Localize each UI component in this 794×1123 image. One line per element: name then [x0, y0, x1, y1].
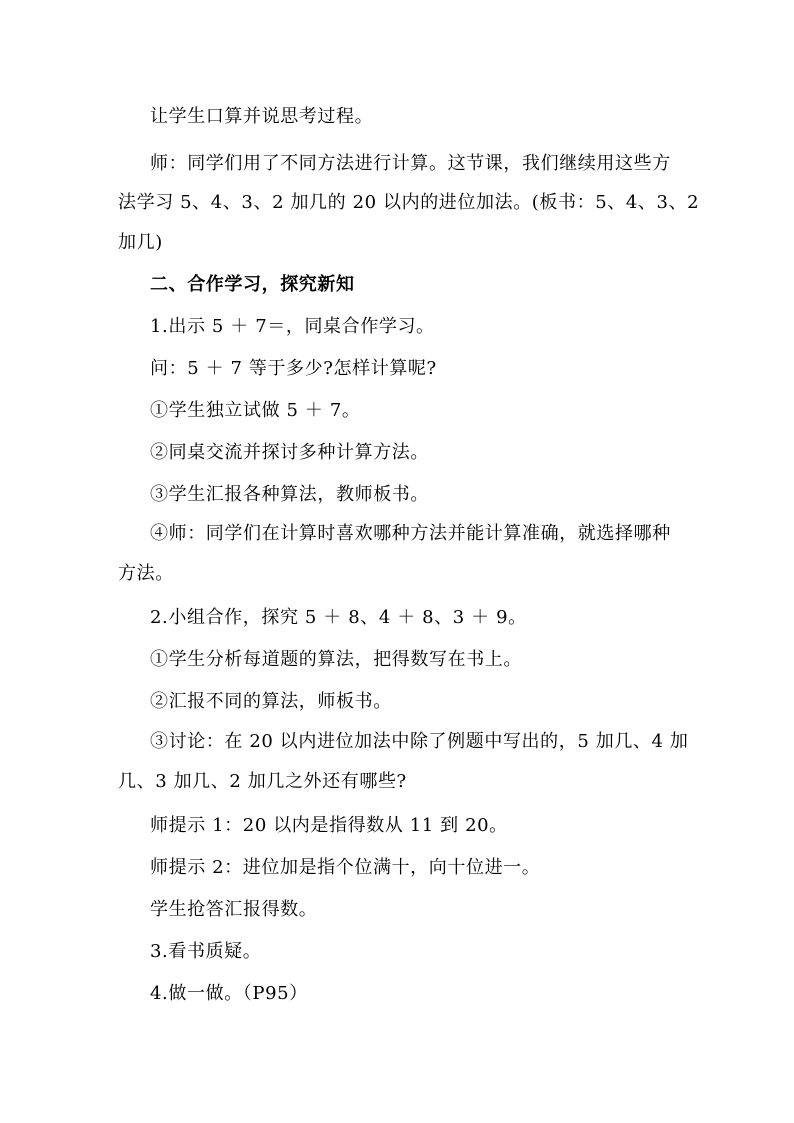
paragraph-line: ③学生汇报各种算法，教师板书。	[150, 484, 429, 505]
paragraph-line: ②同桌交流并探讨多种计算方法。	[150, 442, 429, 463]
paragraph-line: ①学生独立试做 5 ＋ 7。	[150, 400, 361, 421]
paragraph-line: 4.做一做。（P95）	[150, 983, 308, 1004]
paragraph-line: 2.小组合作，探究 5 ＋ 8、4 ＋ 8、3 ＋ 9。	[150, 607, 527, 628]
paragraph-line: 问：5 ＋ 7 等于多少?怎样计算呢?	[150, 358, 437, 379]
paragraph-line: 让学生口算并说思考过程。	[150, 106, 374, 127]
paragraph-line: 法学习 5、4、3、2 加几的 20 以内的进位加法。(板书：5、4、3、2	[118, 192, 700, 213]
paragraph-line: ①学生分析每道题的算法，把得数写在书上。	[150, 649, 522, 670]
paragraph-line: 方法。	[118, 563, 174, 584]
paragraph-line: 师：同学们用了不同方法进行计算。这节课，我们继续用这些方	[150, 153, 671, 174]
paragraph-line: ③讨论：在 20 以内进位加法中除了例题中写出的，5 加几、4 加	[150, 731, 689, 752]
paragraph-line: 学生抢答汇报得数。	[150, 899, 318, 920]
paragraph-line: ②汇报不同的算法，师板书。	[150, 691, 392, 712]
paragraph-line: ④师：同学们在计算时喜欢哪种方法并能计算准确，就选择哪种	[150, 523, 671, 544]
paragraph-line: 3.看书质疑。	[150, 941, 262, 962]
paragraph-line: 师提示 1：20 以内是指得数从 11 到 20。	[150, 815, 508, 836]
section-heading: 二、合作学习，探究新知	[150, 274, 355, 295]
paragraph-line: 加几)	[118, 232, 163, 253]
paragraph-line: 1.出示 5 ＋ 7＝，同桌合作学习。	[150, 316, 435, 337]
paragraph-line: 几、3 加几、2 加几之外还有哪些?	[118, 771, 407, 792]
paragraph-line: 师提示 2：进位加是指个位满十，向十位进一。	[150, 857, 541, 878]
